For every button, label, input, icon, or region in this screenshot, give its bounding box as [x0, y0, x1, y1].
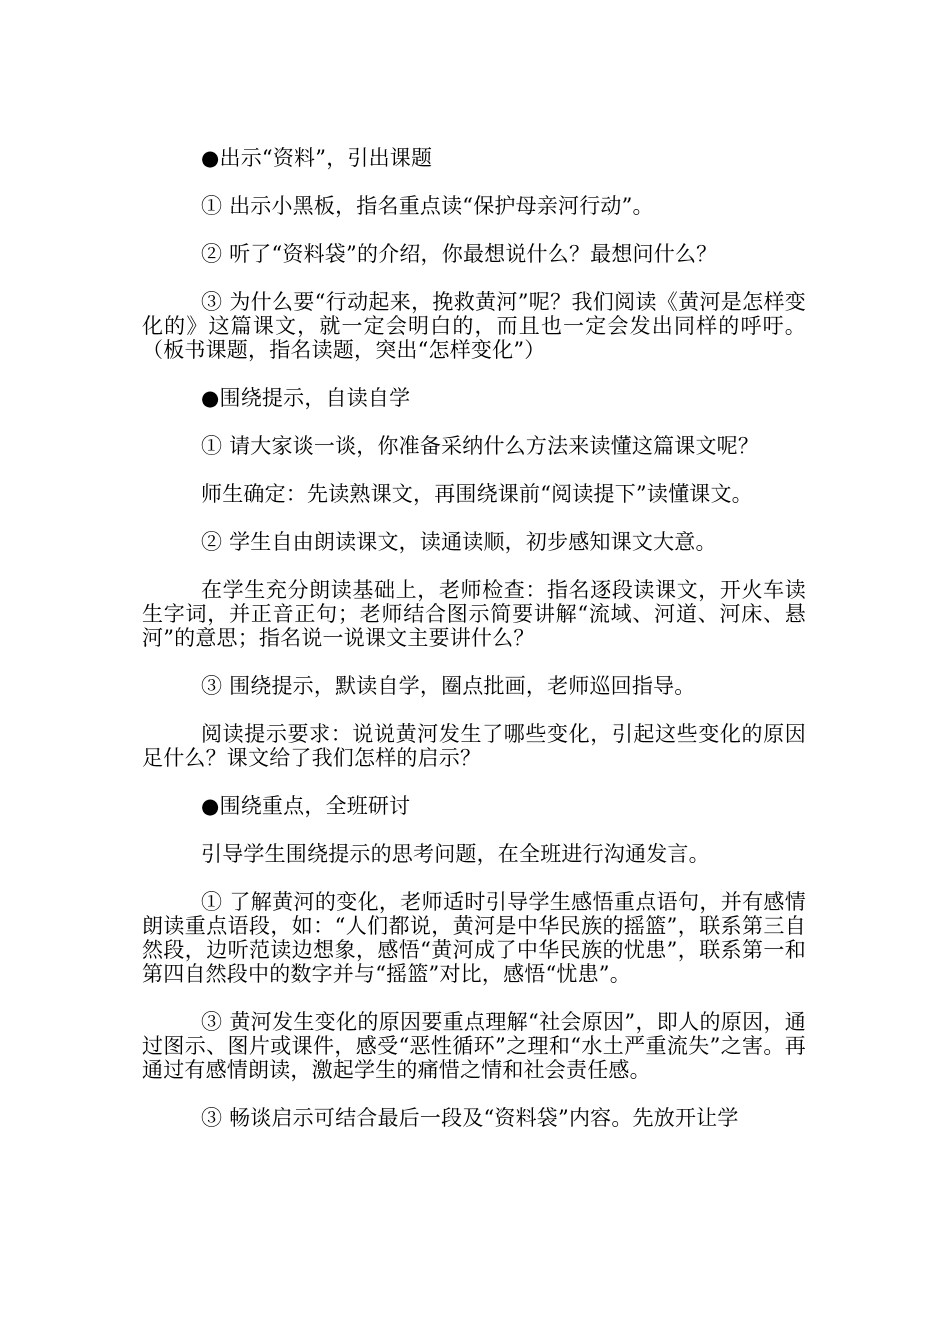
- section-heading-self-study: ●围绕提示，自读自学: [201, 386, 411, 410]
- section-heading-class-discussion: ●围绕重点，全班研讨: [201, 794, 411, 818]
- document-body: [142, 146, 806, 1130]
- section-heading-show-materials: ●出示“资料”，引出课题: [201, 146, 433, 170]
- paragraph: 阅读提示要求：说说黄河发生了哪些变化，引起这些变化的原因足什么？课文给了我们怎样的启示？: [142, 722, 806, 770]
- paragraph: ① 请大家谈一谈，你准备采纳什么方法来读懂这篇课文呢？: [201, 434, 760, 458]
- paragraph: ③ 畅谈启示可结合最后一段及“资料袋”内容。先放开让学: [201, 1106, 739, 1130]
- paragraph: 师生确定：先读熟课文，再围绕课前“阅读提下”读懂课文。: [201, 482, 753, 506]
- paragraph: ③ 围绕提示，默读自学，圈点批画，老师巡回指导。: [201, 674, 696, 698]
- paragraph: 引导学生围绕提示的思考问题，在全班进行沟通发言。: [201, 842, 710, 866]
- paragraph: ② 学生自由朗读课文，读通读顺，初步感知课文大意。: [201, 530, 717, 554]
- paragraph: ① 出示小黑板，指名重点读“保护母亲河行动”。: [201, 194, 654, 218]
- paragraph: ③ 黄河发生变化的原因要重点理解“社会原因”，即人的原因，通过图示、图片或课件，感受“恶性循环”之理和“水土严重流失”之害。再通过有感情朗读，激起学生的痛惜之情和社会责任感。: [142, 1010, 806, 1082]
- paragraph: 在学生充分朗读基础上，老师检查：指名逐段读课文，开火车读生字词，并正音正句；老师结合图示简要讲解“流域、河道、河床、悬河”的意思；指名说一说课文主要讲什么？: [142, 578, 806, 650]
- paragraph: ③ 为什么要“行动起来，挽救黄河”呢？我们阅读《黄河是怎样变化的》这篇课文，就一定会明白的，而且也一定会发出同样的呼吁。（板书课题，指名读题，突出“怎样变化”）: [142, 290, 806, 362]
- paragraph: ② 听了“资料袋”的介绍，你最想说什么？最想问什么？: [201, 242, 718, 266]
- paragraph: ① 了解黄河的变化，老师适时引导学生感悟重点语句，并有感情朗读重点语段，如：“人们都说，黄河是中华民族的摇篮”，联系第三自然段，边听范读边想象，感悟“黄河成了中华民族的忧患”，联系第一和第四自然段中的数字并与“摇篮”对比，感悟“忧患”。: [142, 890, 806, 986]
